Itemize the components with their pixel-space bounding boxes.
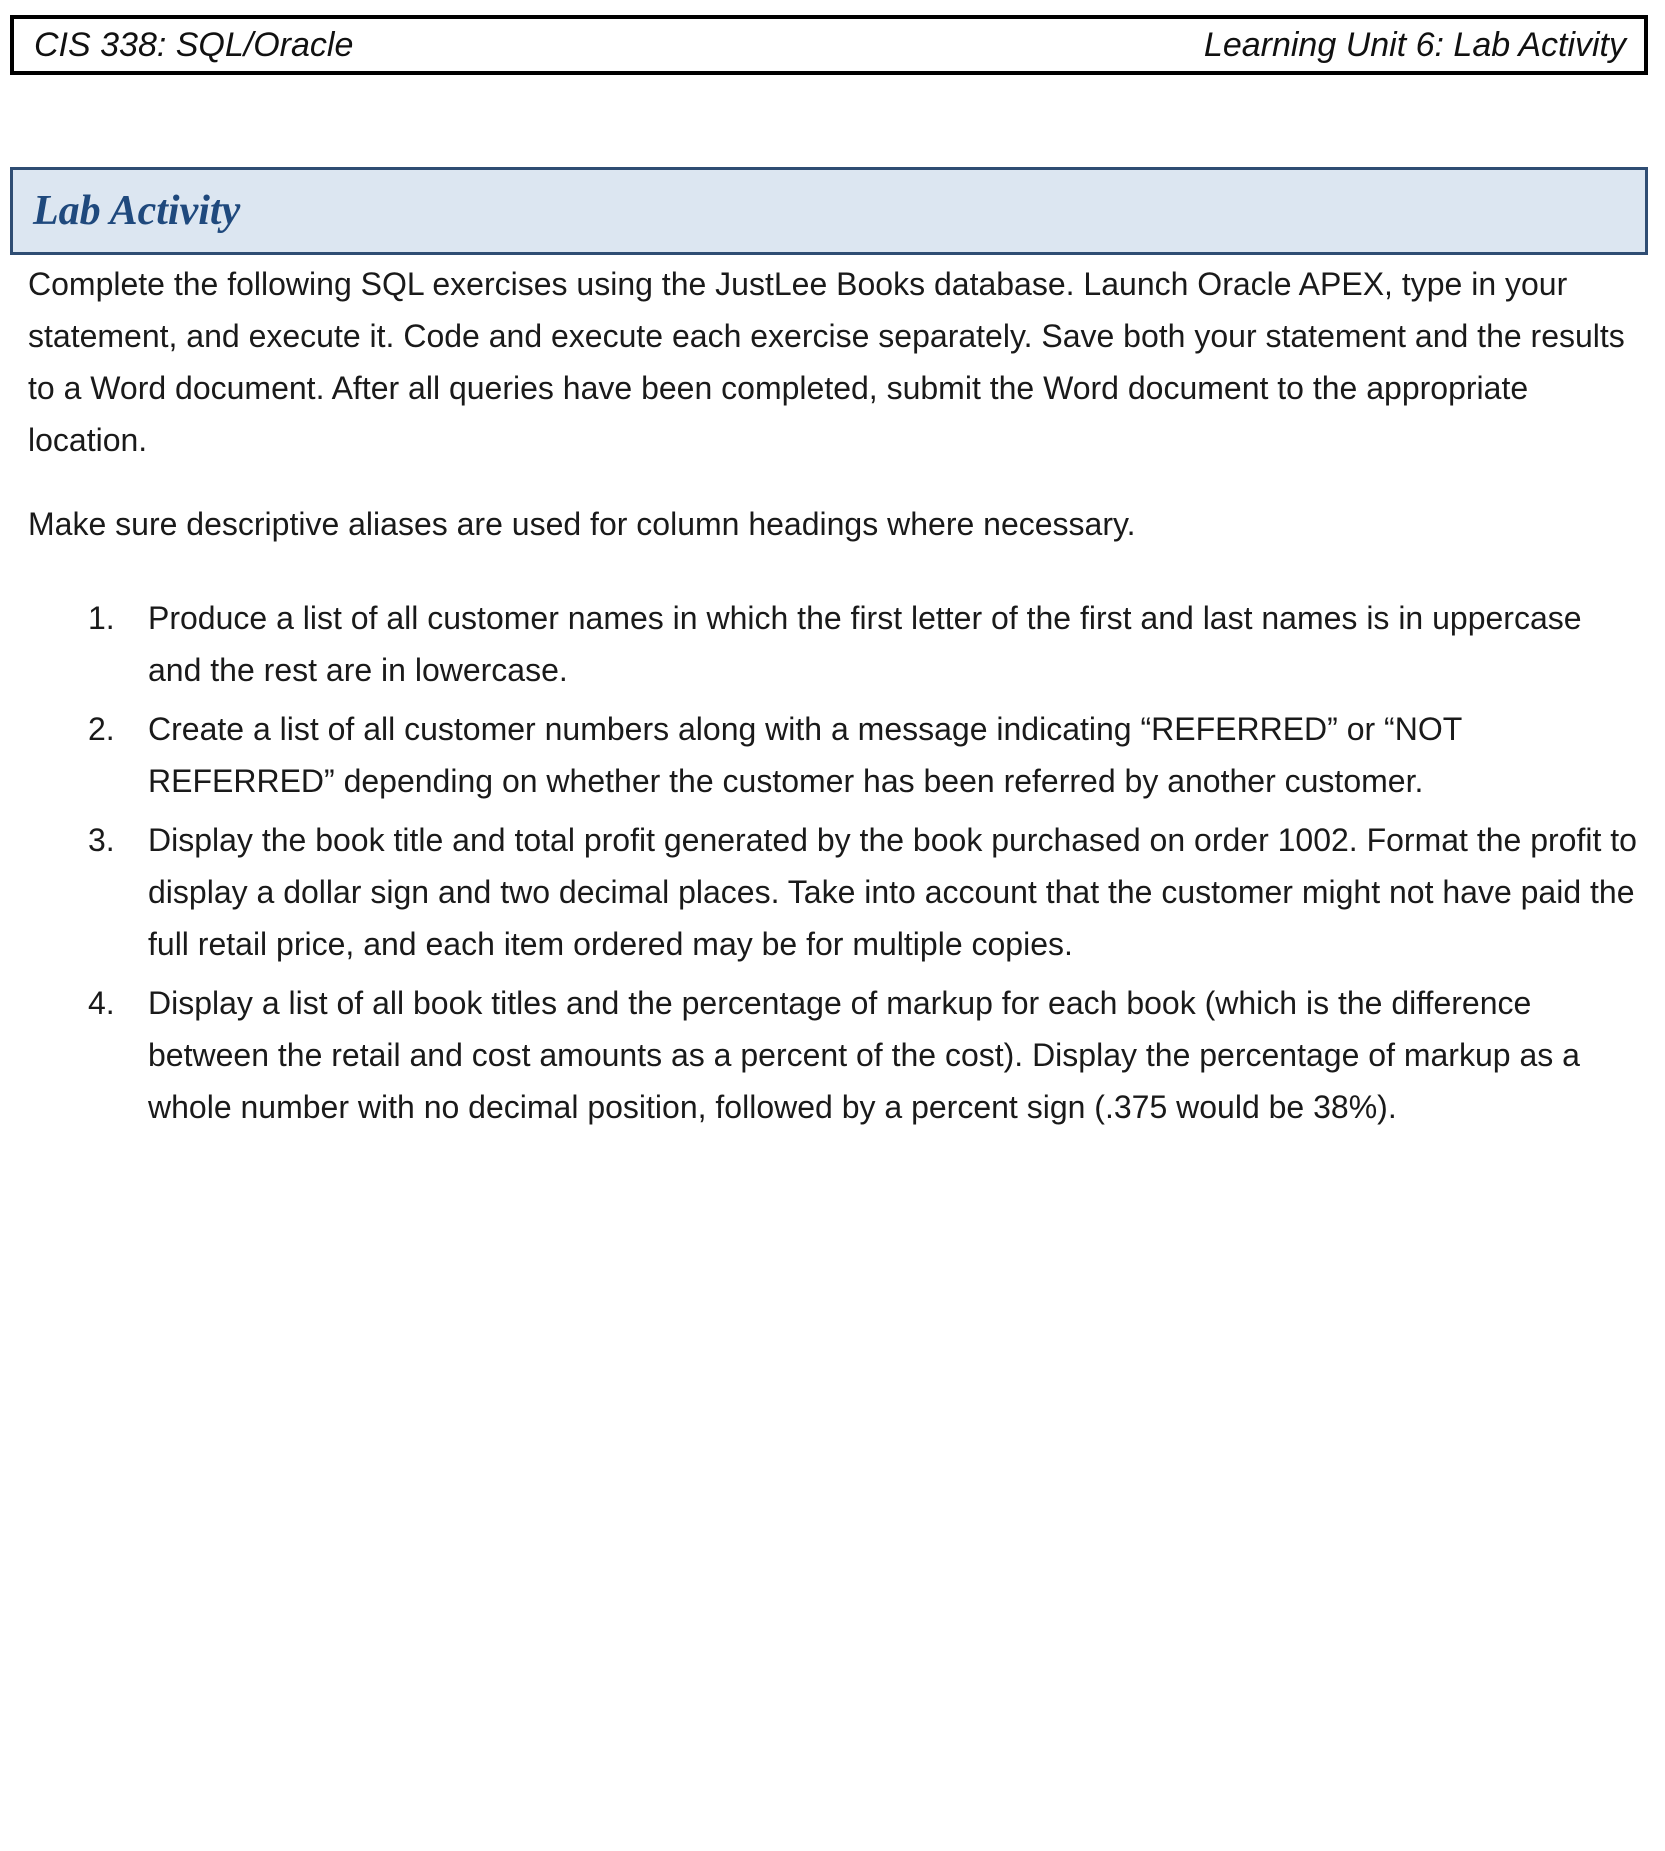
exercise-item	[28, 977, 1638, 1133]
page-header	[10, 15, 1648, 75]
exercise-number: 2.	[88, 711, 115, 747]
aliases-note: Make sure descriptive aliases are used for column headings where necessary.	[28, 506, 1136, 542]
section-title: Lab Activity	[33, 188, 241, 234]
intro-paragraph: Complete the following SQL exercises using the JustLee Books database. Launch Oracle APEX, type in your statement, and execute it. Code and execute each exercise separately. Save both your statement and the results to a Word document. After all queries have been completed, submit the Word document to the appropriate location.	[28, 266, 1625, 458]
exercise-number: 4.	[88, 985, 115, 1021]
unit-title: Learning Unit 6: Lab Activity	[1203, 25, 1626, 64]
exercise-list	[28, 592, 1638, 1140]
exercise-item	[28, 703, 1638, 807]
exercise-text: Display a list of all book titles and the percentage of markup for each book (which is the difference between the retail and cost amounts as a percent of the cost). Display the percentage of markup as a whole number with no decimal position, followed by a percent sign (.375 would be 38%).	[148, 985, 1580, 1125]
course-title: CIS 338: SQL/Oracle	[34, 25, 354, 64]
exercise-text: Create a list of all customer numbers along with a message indicating “REFERRED” or “NOT REFERRED” depending on whether the customer has been referred by another customer.	[148, 711, 1462, 799]
exercise-number: 1.	[88, 600, 115, 636]
exercise-number: 3.	[88, 822, 115, 858]
exercise-item	[28, 814, 1638, 970]
section-banner	[10, 167, 1648, 255]
exercise-item	[28, 592, 1638, 696]
exercise-text: Display the book title and total profit generated by the book purchased on order 1002. Format the profit to display a dollar sign and two decimal places. Take into account that the customer might not have paid the full retail price, and each item ordered may be for multiple copies.	[148, 822, 1637, 962]
exercise-text: Produce a list of all customer names in which the first letter of the first and last names is in uppercase and the rest are in lowercase.	[148, 600, 1582, 688]
